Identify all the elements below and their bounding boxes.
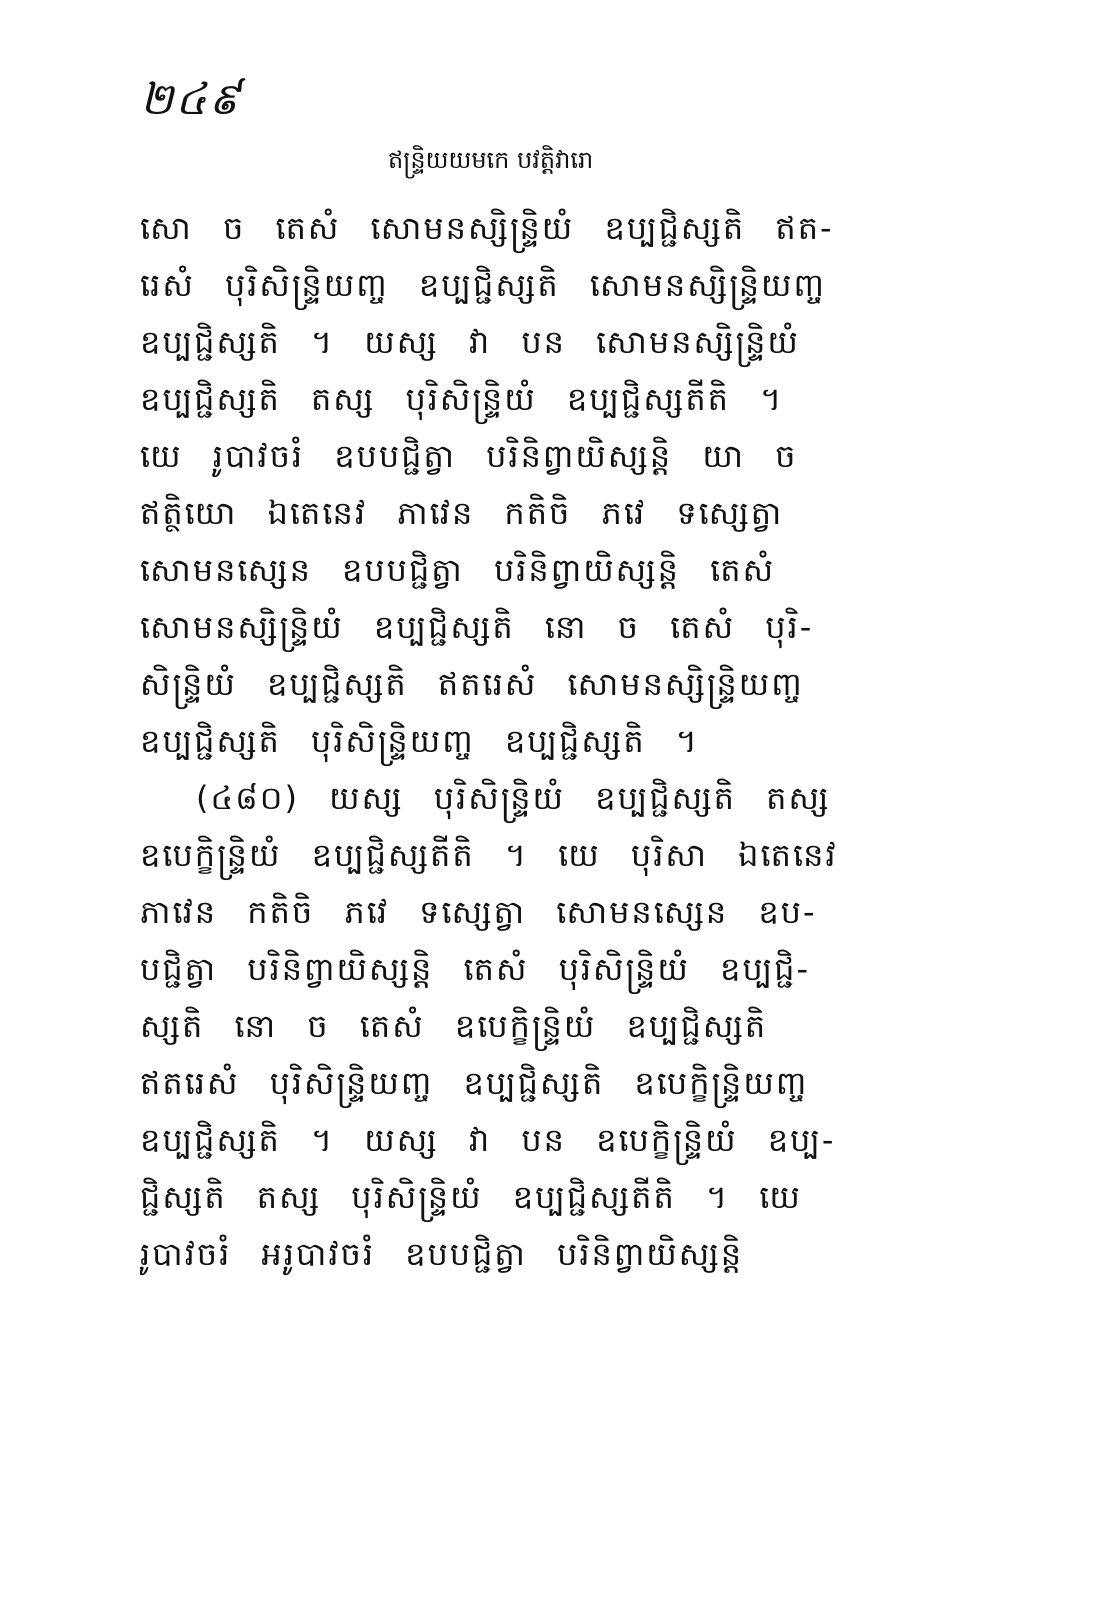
paragraph-start-line: (៤៨០) យស្ស បុរិសិន្ទ្រិយំ ឧប្បជ្ជិស្សតិ តស្ស [196, 779, 831, 817]
text-line: បជ្ជិត្វា បរិនិព្វាយិស្សន្តិ តេសំ បុរិសិន្ទ្រិយំ ឧប្បជ្ជិ- [140, 950, 811, 988]
page-number: ២៤៩ [140, 74, 242, 125]
text-line: ឥត្ថិយោ ឯតេនេវ ភាវេន កតិចិ ភវេ ទស្សេត្វា [140, 494, 784, 532]
text-line: ភាវេន កតិចិ ភវេ ទស្សេត្វា សោមនស្សេន ឧប- [140, 893, 817, 931]
text-line: ឧប្បជ្ជិស្សតិ ។ យស្ស វា បន សោមនស្សិន្ទ្រិយំ [140, 323, 800, 361]
text-line: ស្សតិ នោ ច តេសំ ឧបេក្ខិន្ទ្រិយំ ឧប្បជ្ជិស្សតិ [140, 1007, 768, 1045]
text-line: ឧប្បជ្ជិស្សតិ បុរិសិន្ទ្រិយញ្ច ឧប្បជ្ជិស្សតិ ។ [140, 722, 699, 760]
text-line: សោ ច តេសំ សោមនស្សិន្ទ្រិយំ ឧប្បជ្ជិស្សតិ ឥត- [140, 209, 834, 247]
text-line: ជ្ជិស្សតិ តស្ស បុរិសិន្ទ្រិយំ ឧប្បជ្ជិស្សតីតិ ។ យេ [140, 1178, 802, 1216]
text-line: ឥតរេសំ បុរិសិន្ទ្រិយញ្ច ឧប្បជ្ជិស្សតិ ឧបេក្ខិន្ទ្រិយញ្ច [140, 1064, 809, 1102]
text-line: ឧប្បជ្ជិស្សតិ តស្ស បុរិសិន្ទ្រិយំ ឧប្បជ្ជិស្សតីតិ ។ [140, 380, 784, 418]
text-line: រេសំ បុរិសិន្ទ្រិយញ្ច ឧប្បជ្ជិស្សតិ សោមនស្សិន្ទ្រិយញ្ច [140, 266, 826, 304]
text-line: ឧប្បជ្ជិស្សតិ ។ យស្ស វា បន ឧបេក្ខិន្ទ្រិយំ ឧប្ប- [140, 1121, 836, 1159]
running-header: ឥន្ទ្រិយយមកេ បវត្តិវារោ [388, 146, 594, 174]
text-line: សិន្ទ្រិយំ ឧប្បជ្ជិស្សតិ ឥតរេសំ សោមនស្សិន្ទ្រិយញ្ច [140, 665, 804, 703]
text-line: រូបាវចរំ អរូបាវចរំ ឧបបជ្ជិត្វា បរិនិព្វាយិស្សន្តិ [140, 1235, 744, 1273]
text-line: ឧបេក្ខិន្ទ្រិយំ ឧប្បជ្ជិស្សតីតិ ។ យេ បុរិសា ឯតេនេវ [140, 836, 838, 874]
text-line: សោមនស្សេន ឧបបជ្ជិត្វា បរិនិព្វាយិស្សន្តិ តេសំ [140, 551, 776, 589]
body-text [140, 200, 920, 1283]
text-line: យេ រូបាវចរំ ឧបបជ្ជិត្វា បរិនិព្វាយិស្សន្តិ យា ច [140, 437, 798, 475]
text-line: សោមនស្សិន្ទ្រិយំ ឧប្បជ្ជិស្សតិ នោ ច តេសំ បុរិ- [140, 608, 814, 646]
